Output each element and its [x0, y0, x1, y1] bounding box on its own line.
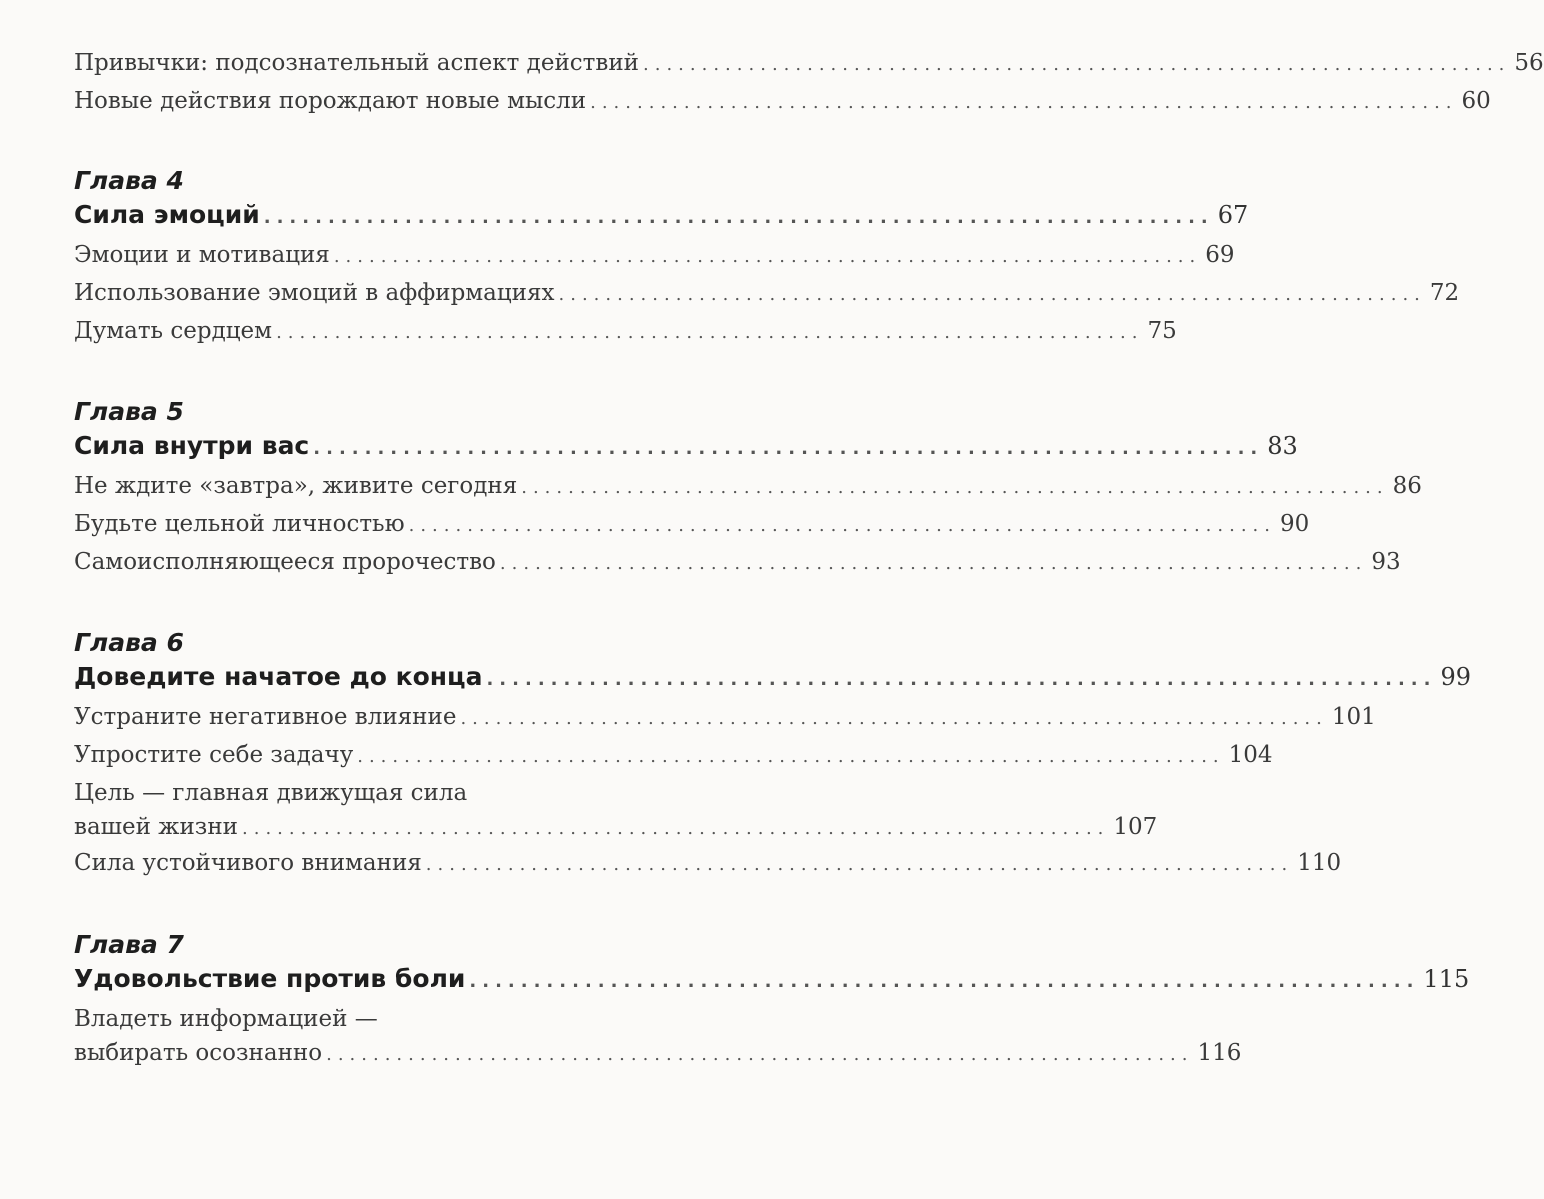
- toc-entry-title: Привычки: подсознательный аспект действий: [74, 50, 639, 76]
- chapter-title-text: Сила эмоций: [74, 200, 260, 229]
- chapter-title-text: Доведите начатое до конца: [74, 662, 483, 691]
- toc-entry-page: 93: [1371, 549, 1401, 575]
- chapter-title: [74, 431, 1298, 460]
- toc-entry-page: 56: [1514, 50, 1544, 76]
- dot-leader: ..........................................................................: [558, 284, 1426, 305]
- dot-leader: ..........................................................................: [425, 854, 1294, 875]
- toc-entry: [74, 473, 1422, 499]
- toc-entry-page: 72: [1429, 280, 1460, 306]
- toc-entry: [74, 850, 1342, 876]
- chapter-label: Глава 5: [74, 397, 184, 426]
- toc-entry: [74, 88, 1491, 114]
- toc-entry-page: 104: [1228, 742, 1273, 768]
- toc-entry-page: 69: [1205, 242, 1235, 268]
- toc-entry-page: 116: [1197, 1040, 1242, 1066]
- chapter-title: [74, 964, 1470, 993]
- toc-entry-page: 90: [1280, 511, 1310, 537]
- toc-entry: [74, 280, 1460, 306]
- toc-entry-title: Не ждите «завтра», живите сегодня: [74, 473, 518, 499]
- toc-entry: [74, 50, 1544, 76]
- toc-entry-page: 86: [1392, 473, 1422, 499]
- dot-leader: ..........................................................................: [469, 971, 1420, 992]
- toc-entry-title-line2: выбирать осознанно: [74, 1040, 323, 1066]
- toc-entry-page: 110: [1297, 850, 1342, 876]
- dot-leader: ..........................................................................: [643, 54, 1511, 75]
- toc-entry-title-line1: Цель — главная движущая сила: [74, 780, 468, 806]
- dot-leader: ..........................................................................: [276, 322, 1144, 343]
- chapter-title-page: 115: [1423, 965, 1470, 993]
- dot-leader: ..........................................................................: [499, 553, 1368, 574]
- toc-entry-page: 101: [1331, 704, 1376, 730]
- chapter-title: [74, 662, 1472, 691]
- dot-leader: ..........................................................................: [590, 92, 1458, 113]
- dot-leader: ..........................................................................: [263, 207, 1214, 228]
- chapter-title-page: 99: [1440, 663, 1472, 691]
- dot-leader: ..........................................................................: [486, 669, 1437, 690]
- toc-entry-title: Новые действия порождают новые мысли: [74, 88, 587, 114]
- toc-entry-title: Упростите себе задачу: [74, 742, 354, 768]
- dot-leader: ..........................................................................: [460, 708, 1328, 729]
- dot-leader: ..........................................................................: [357, 746, 1225, 767]
- toc-entry: [74, 814, 1158, 840]
- chapter-title-page: 83: [1267, 432, 1298, 460]
- dot-leader: ..........................................................................: [326, 1044, 1194, 1065]
- chapter-title-text: Сила внутри вас: [74, 431, 310, 460]
- toc-entry-page: 60: [1461, 88, 1491, 114]
- dot-leader: ..........................................................................: [242, 818, 1110, 839]
- toc-entry-title: Будьте цельной личностью: [74, 511, 405, 537]
- toc-entry-title: Самоисполняющееся пророчество: [74, 549, 496, 575]
- toc-entry: [74, 549, 1401, 575]
- toc-entry-title: Эмоции и мотивация: [74, 242, 330, 268]
- toc-entry: [74, 1040, 1242, 1066]
- toc-entry-title: Использование эмоций в аффирмациях: [74, 280, 555, 306]
- toc-entry-title: Устраните негативное влияние: [74, 704, 457, 730]
- chapter-label: Глава 6: [74, 628, 184, 657]
- toc-entry: [74, 704, 1376, 730]
- toc-entry: [74, 318, 1177, 344]
- toc-entry: [74, 742, 1273, 768]
- toc-entry-title-line2: вашей жизни: [74, 814, 238, 840]
- dot-leader: ..........................................................................: [521, 477, 1389, 498]
- toc-entry: [74, 242, 1235, 268]
- dot-leader: ..........................................................................: [313, 438, 1264, 459]
- chapter-label: Глава 4: [74, 166, 184, 195]
- chapter-label: Глава 7: [74, 930, 184, 959]
- toc-entry: [74, 511, 1310, 537]
- toc-entry-title: Сила устойчивого внимания: [74, 850, 422, 876]
- toc-entry-page: 107: [1113, 814, 1158, 840]
- dot-leader: ..........................................................................: [333, 246, 1202, 267]
- dot-leader: ..........................................................................: [408, 515, 1276, 536]
- toc-entry-page: 75: [1147, 318, 1177, 344]
- toc-entry-title-line1: Владеть информацией —: [74, 1006, 378, 1032]
- chapter-title: [74, 200, 1249, 229]
- chapter-title-text: Удовольствие против боли: [74, 964, 466, 993]
- toc-entry-title: Думать сердцем: [74, 318, 273, 344]
- chapter-title-page: 67: [1217, 201, 1249, 229]
